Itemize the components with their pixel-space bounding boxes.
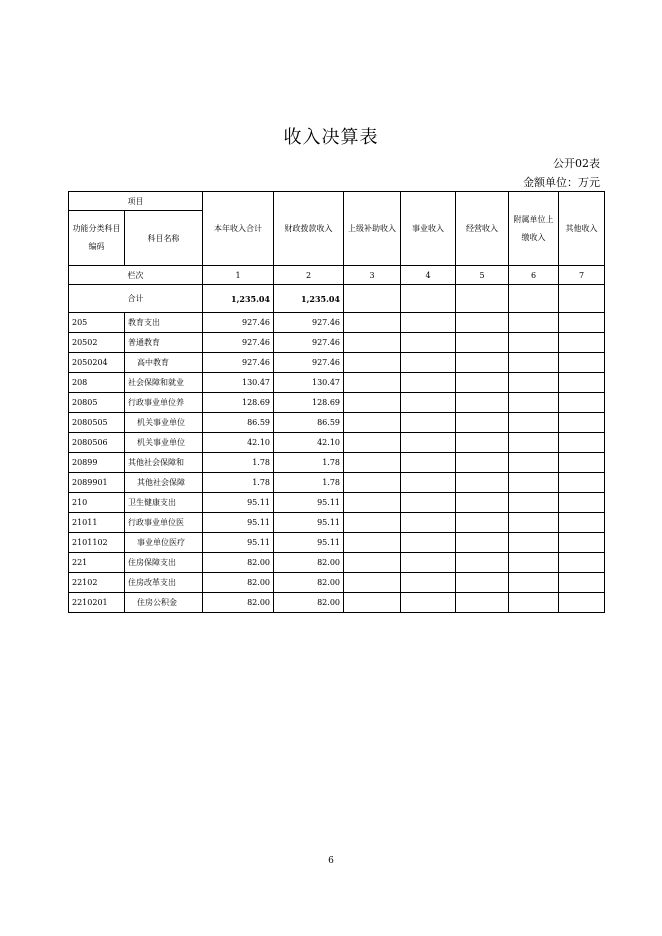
empty-cell (401, 513, 456, 533)
page-number: 6 (328, 856, 334, 866)
subject-name-header: 科目名称 (125, 211, 203, 266)
empty-cell (509, 593, 559, 613)
empty-cell (559, 433, 605, 453)
table-row (69, 313, 605, 333)
fiscal-appropriation-cell: 42.10 (274, 433, 344, 453)
subject-name-cell: 社会保障和就业 (125, 373, 203, 393)
empty-cell (344, 493, 401, 513)
total-income-cell: 82.00 (203, 593, 274, 613)
fiscal-appropriation-cell: 82.00 (274, 553, 344, 573)
empty-cell (559, 333, 605, 353)
empty-cell (456, 333, 509, 353)
total-row (69, 285, 605, 313)
table-row (69, 433, 605, 453)
column-number-7: 7 (559, 266, 605, 285)
total-income: 1,235.04 (203, 285, 274, 313)
subject-name-cell: 教育支出 (125, 313, 203, 333)
fiscal-appropriation-cell: 95.11 (274, 513, 344, 533)
empty-cell (456, 313, 509, 333)
column-number-label: 栏次 (69, 266, 203, 285)
empty-cell (559, 313, 605, 333)
subject-name-cell: 卫生健康支出 (125, 493, 203, 513)
total-income-cell: 130.47 (203, 373, 274, 393)
empty-cell (401, 493, 456, 513)
empty-cell (344, 393, 401, 413)
subject-name-cell: 行政事业单位养 (125, 393, 203, 413)
col-superior-subsidy-header: 上级补助收入 (344, 192, 401, 266)
fiscal-appropriation-cell: 95.11 (274, 493, 344, 513)
empty-cell (456, 593, 509, 613)
empty-cell (559, 593, 605, 613)
table-row (69, 493, 605, 513)
empty-cell (344, 313, 401, 333)
empty-cell (344, 573, 401, 593)
empty-cell (559, 533, 605, 553)
empty-cell (401, 593, 456, 613)
empty-cell (344, 593, 401, 613)
table-row (69, 593, 605, 613)
function-code-cell: 20502 (69, 333, 125, 353)
empty-cell (456, 393, 509, 413)
empty-cell (456, 533, 509, 553)
empty-cell (509, 533, 559, 553)
empty-cell (559, 413, 605, 433)
column-number-2: 2 (274, 266, 344, 285)
subject-name-cell: 行政事业单位医 (125, 513, 203, 533)
empty-cell (559, 513, 605, 533)
empty-cell (344, 553, 401, 573)
empty-cell (401, 433, 456, 453)
subject-name-cell: 其他社会保障 (125, 473, 203, 493)
empty-cell (401, 393, 456, 413)
subject-name-cell: 事业单位医疗 (125, 533, 203, 553)
fiscal-appropriation-cell: 86.59 (274, 413, 344, 433)
table-row (69, 413, 605, 433)
empty-cell (509, 473, 559, 493)
empty-cell (456, 553, 509, 573)
empty-cell (509, 393, 559, 413)
subject-name-cell: 高中教育 (125, 353, 203, 373)
empty-cell (509, 573, 559, 593)
empty-cell (456, 473, 509, 493)
empty-cell (509, 373, 559, 393)
fiscal-appropriation-cell: 1.78 (274, 473, 344, 493)
col-total-income-header: 本年收入合计 (203, 192, 274, 266)
project-header: 项目 (69, 192, 203, 211)
total-label: 合计 (69, 285, 203, 313)
empty-cell (344, 433, 401, 453)
column-number-3: 3 (344, 266, 401, 285)
total-fiscal: 1,235.04 (274, 285, 344, 313)
empty-cell (456, 373, 509, 393)
column-number-4: 4 (401, 266, 456, 285)
empty-cell (559, 553, 605, 573)
empty-cell (559, 373, 605, 393)
empty-cell (456, 573, 509, 593)
table-row (69, 393, 605, 413)
table-row (69, 513, 605, 533)
empty-cell (401, 333, 456, 353)
column-number-5: 5 (456, 266, 509, 285)
fiscal-appropriation-cell: 82.00 (274, 573, 344, 593)
function-code-cell: 210 (69, 493, 125, 513)
function-code-cell: 2089901 (69, 473, 125, 493)
empty-cell (509, 553, 559, 573)
subject-name-cell: 机关事业单位 (125, 413, 203, 433)
empty-cell (401, 573, 456, 593)
function-code-cell: 205 (69, 313, 125, 333)
table-body (69, 313, 605, 613)
function-code-header: 功能分类科目编码 (69, 211, 125, 266)
table-row (69, 353, 605, 373)
empty-cell (344, 513, 401, 533)
empty-cell (344, 413, 401, 433)
function-code-cell: 208 (69, 373, 125, 393)
function-code-cell: 221 (69, 553, 125, 573)
total-income-cell: 1.78 (203, 453, 274, 473)
table-row (69, 473, 605, 493)
empty-cell (344, 473, 401, 493)
function-code-cell: 21011 (69, 513, 125, 533)
subject-name-cell: 住房公积金 (125, 593, 203, 613)
subject-name-cell: 住房保障支出 (125, 553, 203, 573)
page-title: 收入决算表 (283, 127, 379, 148)
empty-cell (401, 373, 456, 393)
empty-cell (509, 413, 559, 433)
total-income-cell: 86.59 (203, 413, 274, 433)
fiscal-appropriation-cell: 927.46 (274, 333, 344, 353)
form-number: 公开02表 (553, 157, 600, 170)
function-code-cell: 2101102 (69, 533, 125, 553)
empty-cell (401, 553, 456, 573)
empty-cell (509, 313, 559, 333)
empty-cell (509, 433, 559, 453)
col-other-income-header: 其他收入 (559, 192, 605, 266)
empty-cell (456, 433, 509, 453)
table-row (69, 553, 605, 573)
empty-cell (509, 353, 559, 373)
table-row (69, 573, 605, 593)
col-operating-income-header: 经营收入 (456, 192, 509, 266)
empty-cell (509, 453, 559, 473)
subject-name-cell: 机关事业单位 (125, 433, 203, 453)
table-row (69, 333, 605, 353)
table-header (69, 192, 605, 313)
empty-cell (509, 333, 559, 353)
function-code-cell: 2210201 (69, 593, 125, 613)
empty-cell (456, 513, 509, 533)
fiscal-appropriation-cell: 1.78 (274, 453, 344, 473)
total-income-cell: 82.00 (203, 553, 274, 573)
empty-cell (401, 353, 456, 373)
fiscal-appropriation-cell: 927.46 (274, 313, 344, 333)
empty-cell (559, 353, 605, 373)
col-subsidiary-income-header: 附属单位上缴收入 (509, 192, 559, 266)
amount-unit: 金额单位：万元 (523, 176, 600, 189)
empty-cell (456, 453, 509, 473)
table-row (69, 373, 605, 393)
empty-cell (559, 473, 605, 493)
empty-cell (401, 453, 456, 473)
table-row (69, 453, 605, 473)
total-income-cell: 927.46 (203, 353, 274, 373)
fiscal-appropriation-cell: 927.46 (274, 353, 344, 373)
empty-cell (559, 453, 605, 473)
total-income-cell: 927.46 (203, 313, 274, 333)
empty-cell (401, 413, 456, 433)
empty-cell (344, 333, 401, 353)
fiscal-appropriation-cell: 130.47 (274, 373, 344, 393)
empty-cell (559, 393, 605, 413)
function-code-cell: 20899 (69, 453, 125, 473)
fiscal-appropriation-cell: 128.69 (274, 393, 344, 413)
function-code-cell: 2050204 (69, 353, 125, 373)
total-income-cell: 927.46 (203, 333, 274, 353)
total-income-cell: 42.10 (203, 433, 274, 453)
subject-name-cell: 其他社会保障和 (125, 453, 203, 473)
total-income-cell: 95.11 (203, 513, 274, 533)
income-final-account-table (68, 191, 605, 613)
empty-cell (401, 533, 456, 553)
subject-name-cell: 普通教育 (125, 333, 203, 353)
total-income-cell: 128.69 (203, 393, 274, 413)
function-code-cell: 22102 (69, 573, 125, 593)
empty-cell (509, 513, 559, 533)
function-code-cell: 20805 (69, 393, 125, 413)
function-code-cell: 2080506 (69, 433, 125, 453)
table-row (69, 533, 605, 553)
total-income-cell: 82.00 (203, 573, 274, 593)
empty-cell (344, 353, 401, 373)
empty-cell (401, 313, 456, 333)
total-income-cell: 95.11 (203, 493, 274, 513)
subject-name-cell: 住房改革支出 (125, 573, 203, 593)
empty-cell (509, 493, 559, 513)
fiscal-appropriation-cell: 82.00 (274, 593, 344, 613)
empty-cell (559, 493, 605, 513)
col-business-income-header: 事业收入 (401, 192, 456, 266)
column-number-6: 6 (509, 266, 559, 285)
empty-cell (344, 533, 401, 553)
col-fiscal-appropriation-header: 财政拨款收入 (274, 192, 344, 266)
total-income-cell: 1.78 (203, 473, 274, 493)
total-income-cell: 95.11 (203, 533, 274, 553)
empty-cell (344, 373, 401, 393)
empty-cell (456, 413, 509, 433)
empty-cell (344, 453, 401, 473)
empty-cell (401, 473, 456, 493)
fiscal-appropriation-cell: 95.11 (274, 533, 344, 553)
column-number-1: 1 (203, 266, 274, 285)
empty-cell (456, 493, 509, 513)
function-code-cell: 2080505 (69, 413, 125, 433)
empty-cell (456, 353, 509, 373)
empty-cell (559, 573, 605, 593)
